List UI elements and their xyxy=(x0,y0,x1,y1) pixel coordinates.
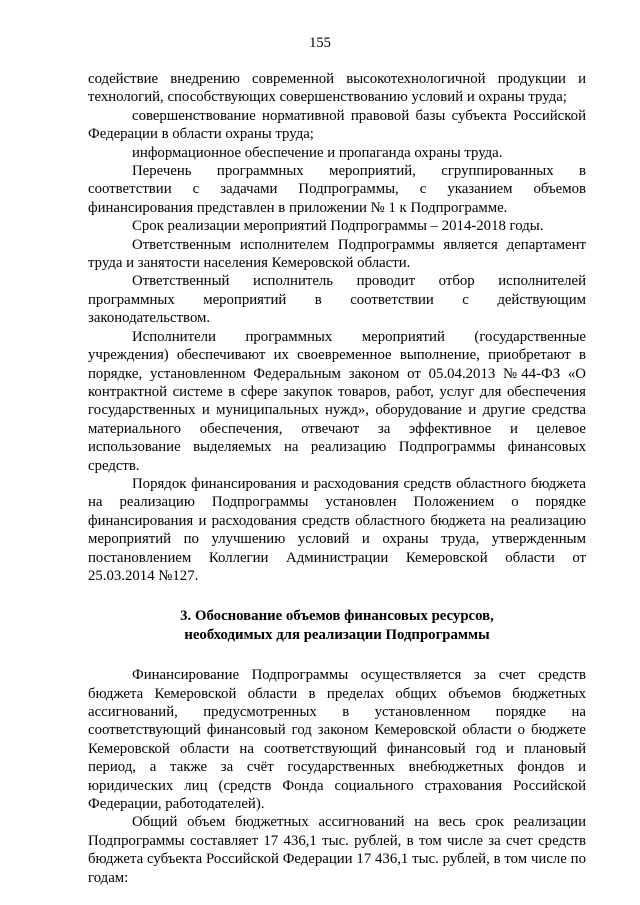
paragraph-total-budget: Общий объем бюджетных ассигнований на весь срок реализации Подпрограммы составляет 17 436,1 тыс. рублей, в том числе за счет средств бюджета субъекта Российской Федерации 17 436,1 тыс. рублей, в том числе по годам: xyxy=(88,814,586,886)
document-body xyxy=(88,70,586,887)
paragraph-information-support: информационное обеспечение и пропаганда охраны труда. xyxy=(132,144,503,161)
section-heading-line-1: 3. Обоснование объемов финансовых ресурсов, xyxy=(180,608,494,625)
section-heading xyxy=(88,607,586,644)
paragraph-implementation-period: Срок реализации мероприятий Подпрограммы – 2014-2018 годы. xyxy=(132,218,544,235)
page-number: 155 xyxy=(309,35,331,51)
section-heading-line-2: необходимых для реализации Подпрограммы xyxy=(184,626,490,643)
paragraph-executor-selection: Ответственный исполнитель проводит отбор исполнителей программных мероприятий в соответствии с действующим законодательством. xyxy=(88,273,586,327)
paragraph-regulatory-base: совершенствование нормативной правовой базы субъекта Российской Федерации в области охраны труда; xyxy=(88,107,586,143)
paragraph-financing-procedure: Порядок финансирования и расходования средств областного бюджета на реализацию Подпрограммы установлен Положением о порядке финансирования и расходования средств областного бюджета на реализацию мероприятий по улучшению условий и охраны труда, утвержденным постановлением Коллегии Администрации Кемеровской области от 25.03.2014 №127. xyxy=(88,475,586,584)
paragraph-responsible-executor: Ответственным исполнителем Подпрограммы является департамент труда и занятости населения Кемеровской области. xyxy=(88,236,586,272)
paragraph-executors-duties: Исполнители программных мероприятий (государственные учреждения) обеспечивают их своевременное выполнение, приобретают в порядке, установленном Федеральным законом от 05.04.2013 №44-ФЗ «О контрактной системе в сфере закупок товаров, работ, услуг для обеспечения государственных и муниципальных нужд», оборудование и другие средства материального обеспечения, отвечают за эффективное и целевое использование выделяемых на реализацию Подпрограммы финансовых средств. xyxy=(88,328,586,474)
paragraph-technology-promotion: содействие внедрению современной высокотехнологичной продукции и технологий, способствующих совершенствованию условий и охраны труда; xyxy=(88,71,586,106)
paragraph-financing-sources: Финансирование Подпрограммы осуществляется за счет средств бюджета Кемеровской области в пределах общих объемов бюджетных ассигнований, предусмотренных в установленном порядке на соответствующий финансовый год законом Кемеровской области о бюджете Кемеровской области на соответствующий финансовый год и плановый период, а также за счёт государственных внебюджетных фондов и юридических лиц (средств Фонда социального страхования Российской Федерации, работодателей). xyxy=(88,667,586,813)
paragraph-program-activities-list: Перечень программных мероприятий, сгруппированных в соответствии с задачами Подпрограммы, с указанием объемов финансирования представлен в приложении № 1 к Подпрограмме. xyxy=(88,163,586,216)
